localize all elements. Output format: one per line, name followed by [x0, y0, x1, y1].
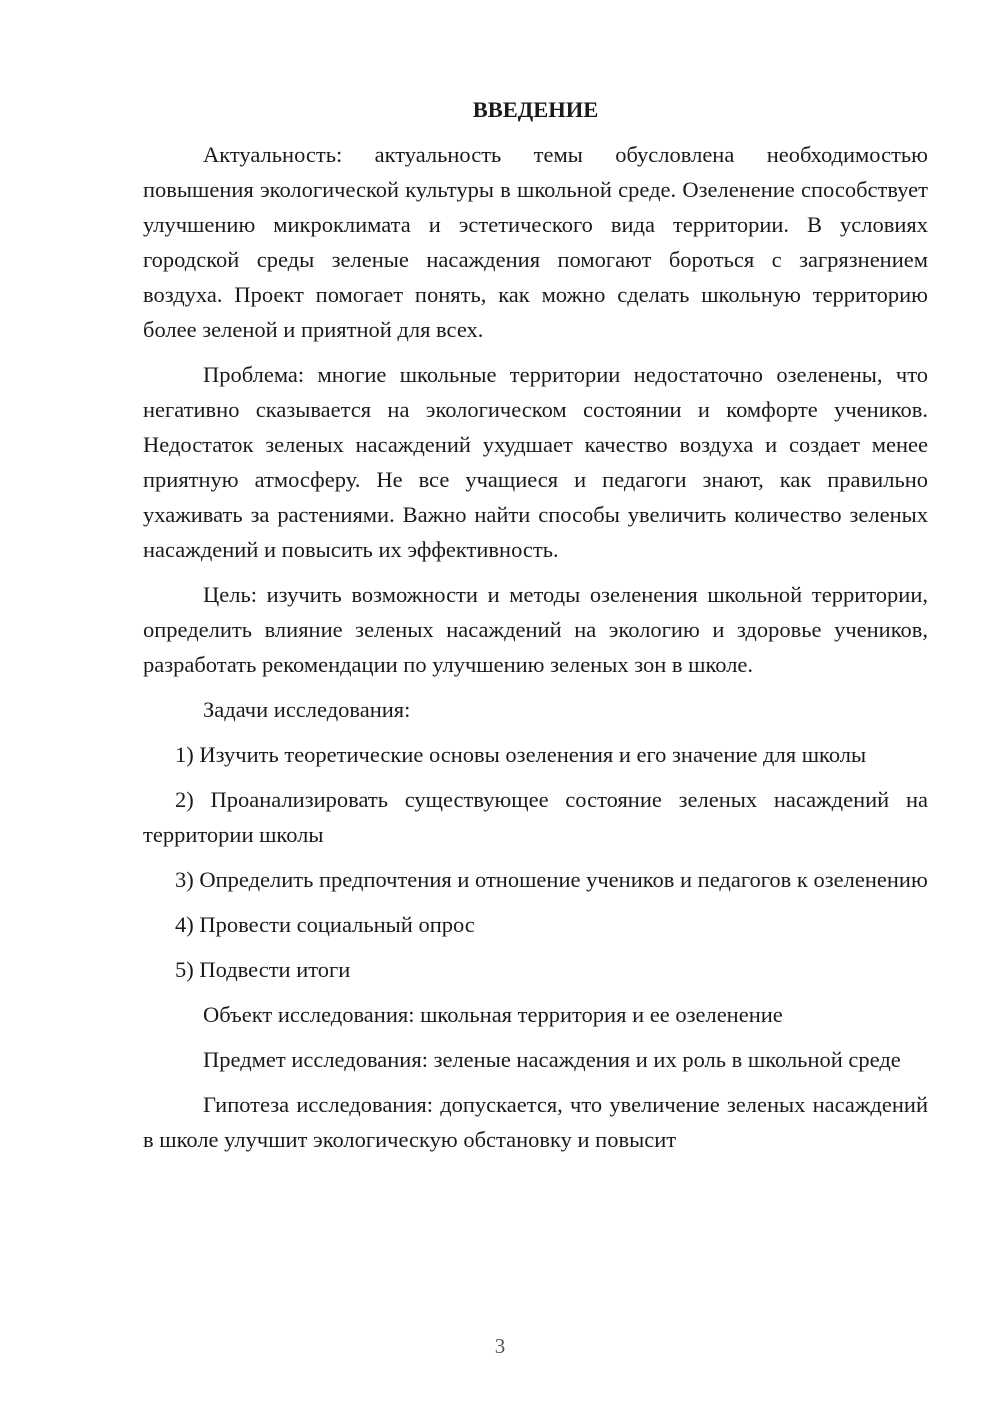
- hypothesis-paragraph: Гипотеза исследования: допускается, что увеличение зеленых насаждений в школе улучшит экологическую обстановку и повысит: [143, 1092, 928, 1152]
- task-item: 3) Определить предпочтения и отношение учеников и педагогов к озеленению: [175, 867, 928, 892]
- goal-paragraph: Цель: изучить возможности и методы озеленения школьной территории, определить влияние зеленых насаждений на экологию и здоровье учеников, разработать рекомендации по улучшению зеленых зон в школе.: [143, 582, 928, 677]
- page-title: ВВЕДЕНИЕ: [472, 97, 599, 122]
- subject-paragraph: Предмет исследования: зеленые насаждения и их роль в школьной среде: [203, 1047, 901, 1072]
- task-item: 5) Подвести итоги: [175, 957, 351, 982]
- task-item: 1) Изучить теоретические основы озеленения и его значение для школы: [175, 742, 867, 767]
- document-page: [143, 92, 928, 1167]
- problem-paragraph: Проблема: многие школьные территории недостаточно озеленены, что негативно сказывается на экологическом состоянии и комфорте учеников. Недостаток зеленых насаждений ухудшает качество воздуха и создает менее приятную атмосферу. Не все учащиеся и педагоги знают, как правильно ухаживать за растениями. Важно найти способы увеличить количество зеленых насаждений и повысить их эффективность.: [143, 362, 928, 562]
- relevance-paragraph: Актуальность: актуальность темы обусловлена необходимостью повышения экологической культуры в школьной среде. Озеленение способствует улучшению микроклимата и эстетического вида территории. В условиях городской среды зеленые насаждения помогают бороться с загрязнением воздуха. Проект помогает понять, как можно сделать школьную территорию более зеленой и приятной для всех.: [143, 142, 928, 342]
- page-number: 3: [494, 1334, 506, 1358]
- tasks-heading: Задачи исследования:: [203, 697, 411, 722]
- task-item: 4) Провести социальный опрос: [175, 912, 475, 937]
- object-paragraph: Объект исследования: школьная территория и ее озеленение: [203, 1002, 783, 1027]
- task-item: 2) Проанализировать существующее состояние зеленых насаждений на территории школы: [143, 787, 928, 847]
